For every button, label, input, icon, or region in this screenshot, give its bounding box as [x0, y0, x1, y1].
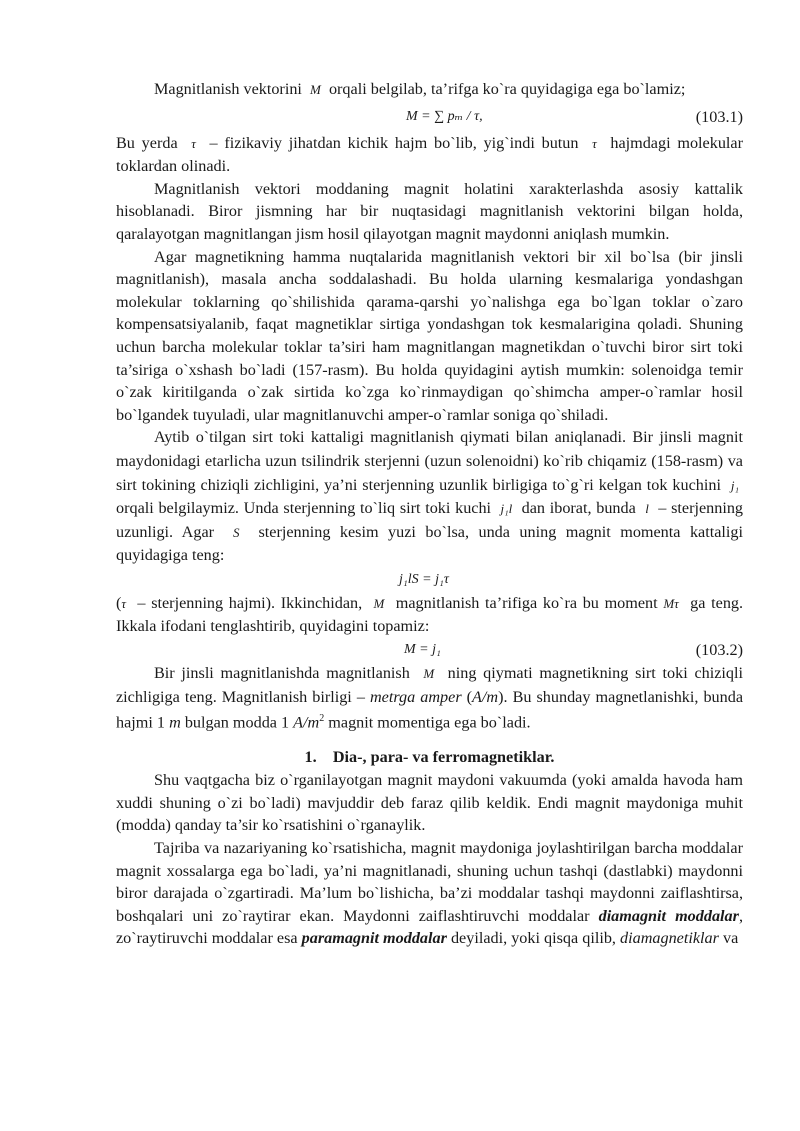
paragraph-magnetization-vector: Magnitlanish vektorini M orqali belgilab, ta’rifga ko`ra quyidagiga ega bo`lamiz; [154, 80, 686, 98]
equation-103-2-number: (103.2) [695, 641, 743, 660]
paragraph-dia-para: Tajriba va nazariyaning ko`rsatishicha, magnit maydoniga joylashtirilgan barcha moddalar magnit xossalarga ega bo`ladi, ya’ni magnitlanadi, shuning uchun tashqi (dastlabki) maydonni biror darajada o`zgartiradi. Ma’lum bo`lishicha, ba’zi moddalar tashqi maydonni zaiflashtirsa, boshqalari uni zo`raytirar ekan. Maydonni zaiflashtiruvchi moddalar diamagnit moddalar, zo`raytiruvchi moddalar esa paramagnit moddalar deyiladi, yoki qisqa qilib, diamagnetiklar va [116, 839, 743, 948]
equation-103-1-expression: M = ∑ pₘ / τ, [406, 108, 483, 124]
symbol-tau: τ [191, 135, 196, 151]
equation-moment-expression: j₁lS = j₁τ [399, 571, 449, 587]
symbol-M: M [373, 595, 385, 611]
symbol-tau: τ [121, 595, 127, 611]
equation-103-1-number: (103.1) [695, 107, 743, 126]
symbol-j1l: j₁l [500, 501, 513, 517]
symbol-M: M [310, 82, 321, 97]
symbol-tau: τ [592, 135, 597, 151]
symbol-M: M [423, 666, 435, 682]
paragraph-medium-intro: Shu vaqtgacha biz o`rganilayotgan magnit maydoni vakuumda (yoki amalda havoda ham xuddi shuning o`zi bo`ladi) mavjuddir deb faraz qilib keldik. Endi magnit maydoniga muhit (modda) qanday ta’sir ko`rsatishini o`rganaylik. [116, 771, 743, 835]
symbol-S: S [233, 524, 240, 540]
paragraph-uniform-magnetization: Agar magnetikning hamma nuqtalarida magnitlanish vektori bir xil bo`lsa (bir jinsli magnitlanish), masala ancha soddalashadi. Bu holda ularning kesmalariga yondashgan molekular toklarning qo`shilishida qarama-qarshi yo`nalishga ega bo`lgan toklar o`zaro kompensatsiyalanib, faqat magnetiklar sirtiga yondashgan tok kesmalarigina qoladi. Shuning uchun barcha molekular toklar ta’siri ham magnitlangan magnetikdan o`tuvchi biror sirt toki ta’siriga o`xshash bo`ladi (157-rasm). Bu holda quyidagini aytish mumkin: solenoidga temir o`zak kiritilganda o`zak sirtida ko`zga ko`rinmaydigan qo`shimcha amper-o`ramlar hosil bo`lgandek tuyuladi, ular magnitlanuvchi amper-o`ramlar soniga qo`shiladi. [116, 247, 743, 424]
term-paramagnit-moddalar: paramagnit moddalar [301, 929, 447, 948]
equation-moment [116, 568, 743, 592]
paragraph-vector-importance: Magnitlanish vektori moddaning magnit holatini xarakterlashda asosiy kattalik hisoblanadi. Biror jismning har bir nuqtasidagi magnitlanish vektorini bilgan holda, qaralayotgan magnitlangan jism hosil qilayotgan magnit maydonni aniqlash mumkin. [116, 179, 743, 243]
equation-103-2-expression: M = j₁ [404, 642, 441, 658]
document-body [116, 78, 743, 950]
paragraph-volume-moment: (τ – sterjenning hajmi). Ikkinchidan, M magnitlanish ta’rifiga ko`ra bu moment Mτ ga teng. Ikkala ifodani tenglashtirib, quyidagini topamiz: [116, 593, 744, 636]
symbol-j1: j₁ [730, 477, 739, 493]
symbol-Mtau: Mτ [663, 595, 679, 611]
paragraph-surface-current: Aytib o`tilgan sirt toki kattaligi magnitlanish qiymati bilan aniqlanadi. Bir jinsli magnit maydonidagi etarlicha uzun tsilindrik sterjenni (uzun solenoidni) ko`rib chiqamiz (158-rasm) va sirt tokining chiziqli zichligini, ya’ni sterjenning uzunlik birligiga to`g`ri kelgan tok kuchini j₁ orqali belgilaymiz. Unda sterjenning to`liq sirt toki kuchi j₁l dan iborat, bunda l – sterjenning uzunligi. Agar S sterjenning kesim yuzi bo`lsa, unda uning magnit momenta kattaligi quyidagiga teng: [116, 428, 744, 565]
term-diamagnetiklar: diamagnetiklar [620, 929, 719, 948]
unit-name: metrga amper [369, 687, 462, 706]
section-heading: 1. Dia-, para- va ferromagnetiklar. [304, 748, 555, 767]
paragraph-tau-definition: Bu yerda τ – fizikaviy jihatdan kichik hajm bo`lib, yig`indi butun τ hajmdagi molekular toklardan olinadi. [116, 133, 744, 176]
term-diamagnit-moddalar: diamagnit moddalar [598, 906, 739, 925]
paragraph-magnetization-unit: Bir jinsli magnitlanishda magnitlanish M ning qiymati magnetikning sirt toki chiziqli zichligiga teng. Magnitlanish birligi – metrga amper (A/m). Bu shunday magnetlanishki, bunda hajmi 1 m bulgan modda 1 $A/m^2$ magnit momentiga ega bo`ladi. [116, 664, 744, 732]
symbol-l: l [645, 501, 649, 517]
equation-103-1 [116, 102, 743, 132]
equation-103-2 [116, 638, 743, 662]
